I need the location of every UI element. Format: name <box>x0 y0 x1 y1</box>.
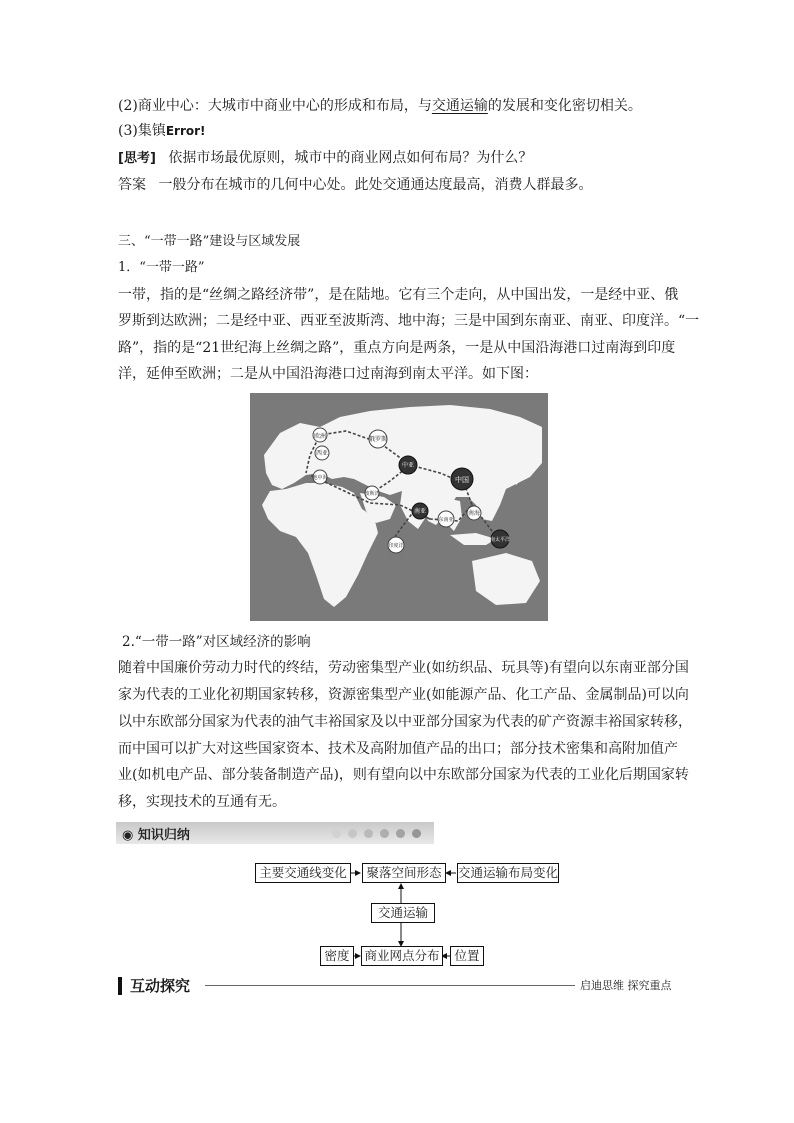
svg-text:俄罗斯: 俄罗斯 <box>368 436 388 443</box>
explore-right-caption: 启迪思维 探究重点 <box>580 979 672 992</box>
transport-underlined: 交通运输 <box>431 98 488 114</box>
market-town-label: (3)集镇 <box>118 123 166 139</box>
belt-road-map <box>250 393 548 621</box>
knowledge-summary-bar <box>116 822 434 844</box>
svg-text:中亚: 中亚 <box>401 462 415 469</box>
svg-text:南太平洋: 南太平洋 <box>489 537 511 543</box>
section-three-heading: 三、“一带一路”建设与区域发展 <box>118 234 301 249</box>
map-label-south-pacific <box>490 530 510 548</box>
error-text: Error! <box>165 124 206 138</box>
box-commerce-distribution: 商业网点分布 <box>361 946 443 966</box>
map-label-south-china-sea <box>467 506 481 520</box>
market-town-line <box>118 121 206 141</box>
svg-text:南海: 南海 <box>467 510 481 517</box>
svg-text:欧洲: 欧洲 <box>313 433 327 440</box>
svg-text:东南亚: 东南亚 <box>438 517 454 523</box>
explore-title: 互动探究 <box>130 977 191 995</box>
answer-line <box>118 175 592 195</box>
svg-text:地中海: 地中海 <box>312 475 328 481</box>
explore-heading-bar <box>118 977 122 995</box>
svg-text:波斯湾: 波斯湾 <box>364 491 380 497</box>
svg-text:中国: 中国 <box>455 476 469 484</box>
explore-divider <box>205 985 575 986</box>
think-tag: [思考] <box>118 151 156 166</box>
impact-line-2: 家为代表的工业化初期国家转移，资源密集型产业(如能源产品、化工产品、金属制品)可以向 <box>118 687 689 703</box>
commerce-center-line <box>118 96 642 116</box>
box-transport-layout-change: 交通运输布局变化 <box>457 863 559 883</box>
svg-text:印度洋: 印度洋 <box>388 543 404 549</box>
decor-dot-5 <box>396 829 405 838</box>
commerce-center-text-end: 的发展和变化密切相关。 <box>487 98 642 114</box>
think-question: 依据市场最优原则，城市中的商业网点如何布局？为什么？ <box>168 150 533 166</box>
map-label-china <box>451 468 473 490</box>
decor-dot-1 <box>332 829 341 838</box>
paragraph-line-2: 罗斯到达欧洲；二是经中亚、西亚至波斯湾、地中海；三是中国到东南亚、南亚、印度洋。“一 <box>118 313 700 329</box>
paragraph-line-3: 路”，指的是“21世纪海上丝绸之路”，重点方向是两条，一是从中国沿海港口过南海到印度 <box>118 340 676 356</box>
map-label-south-asia <box>412 503 428 519</box>
map-label-southeast-asia <box>438 511 454 527</box>
answer-text: 一般分布在城市的几何中心处。此处交通通达度最高，消费人群最多。 <box>158 177 593 193</box>
impact-line-5: 业(如机电产品、部分装备制造产品)，则有望向以中东欧部分国家为代表的工业化后期国家转 <box>118 767 689 783</box>
box-density: 密度 <box>320 946 354 966</box>
svg-text:西亚: 西亚 <box>315 450 329 457</box>
decor-dot-3 <box>364 829 373 838</box>
map-label-mediterranean <box>312 470 327 484</box>
svg-text:南亚: 南亚 <box>413 508 427 515</box>
decor-dot-2 <box>348 829 357 838</box>
map-label-russia <box>369 430 387 448</box>
box-location: 位置 <box>450 946 484 966</box>
box-transport: 交通运输 <box>371 903 435 923</box>
map-label-west-asia-circle <box>315 446 329 460</box>
decor-dot-6 <box>412 829 421 838</box>
knowledge-summary-title: ◉ 知识归纳 <box>122 828 190 843</box>
impact-line-4: 而中国可以扩大对这些国家资本、技术及高附加值产品的出口；部分技术密集和高附加值产 <box>118 741 678 757</box>
impact-line-3: 以中东欧部分国家为代表的油气丰裕国家及以中亚部分国家为代表的矿产资源丰裕国家转移， <box>118 714 692 730</box>
subheading-belt-road: 1．“一带一路” <box>118 260 205 275</box>
paragraph-line-4: 洋，延伸至欧洲；二是从中国沿海港口过南海到南太平洋。如下图： <box>118 366 538 382</box>
map-label-persian-gulf <box>364 486 379 500</box>
decor-dot-4 <box>380 829 389 838</box>
map-label-indian-ocean <box>388 537 404 553</box>
impact-line-6: 移，实现技术的互通有无。 <box>118 794 286 810</box>
box-settlement-form: 聚落空间形态 <box>362 863 446 883</box>
map-label-central-asia <box>399 456 417 474</box>
map-label-europe <box>313 428 327 442</box>
subheading-regional-impact: 2.“一带一路”对区域经济的影响 <box>122 634 311 650</box>
answer-tag: 答案 <box>118 177 146 193</box>
box-main-routes-change: 主要交通线变化 <box>255 863 351 883</box>
think-line <box>118 148 532 169</box>
paragraph-line-1: 一带，指的是“丝绸之路经济带”，是在陆地。它有三个走向，从中国出发，一是经中亚、俄 <box>118 287 679 303</box>
impact-line-1: 随着中国廉价劳动力时代的终结，劳动密集型产业(如纺织品、玩具等)有望向以东南亚部分国 <box>118 660 689 676</box>
commerce-center-text: (2)商业中心：大城市中商业中心的形成和布局，与 <box>118 98 432 114</box>
